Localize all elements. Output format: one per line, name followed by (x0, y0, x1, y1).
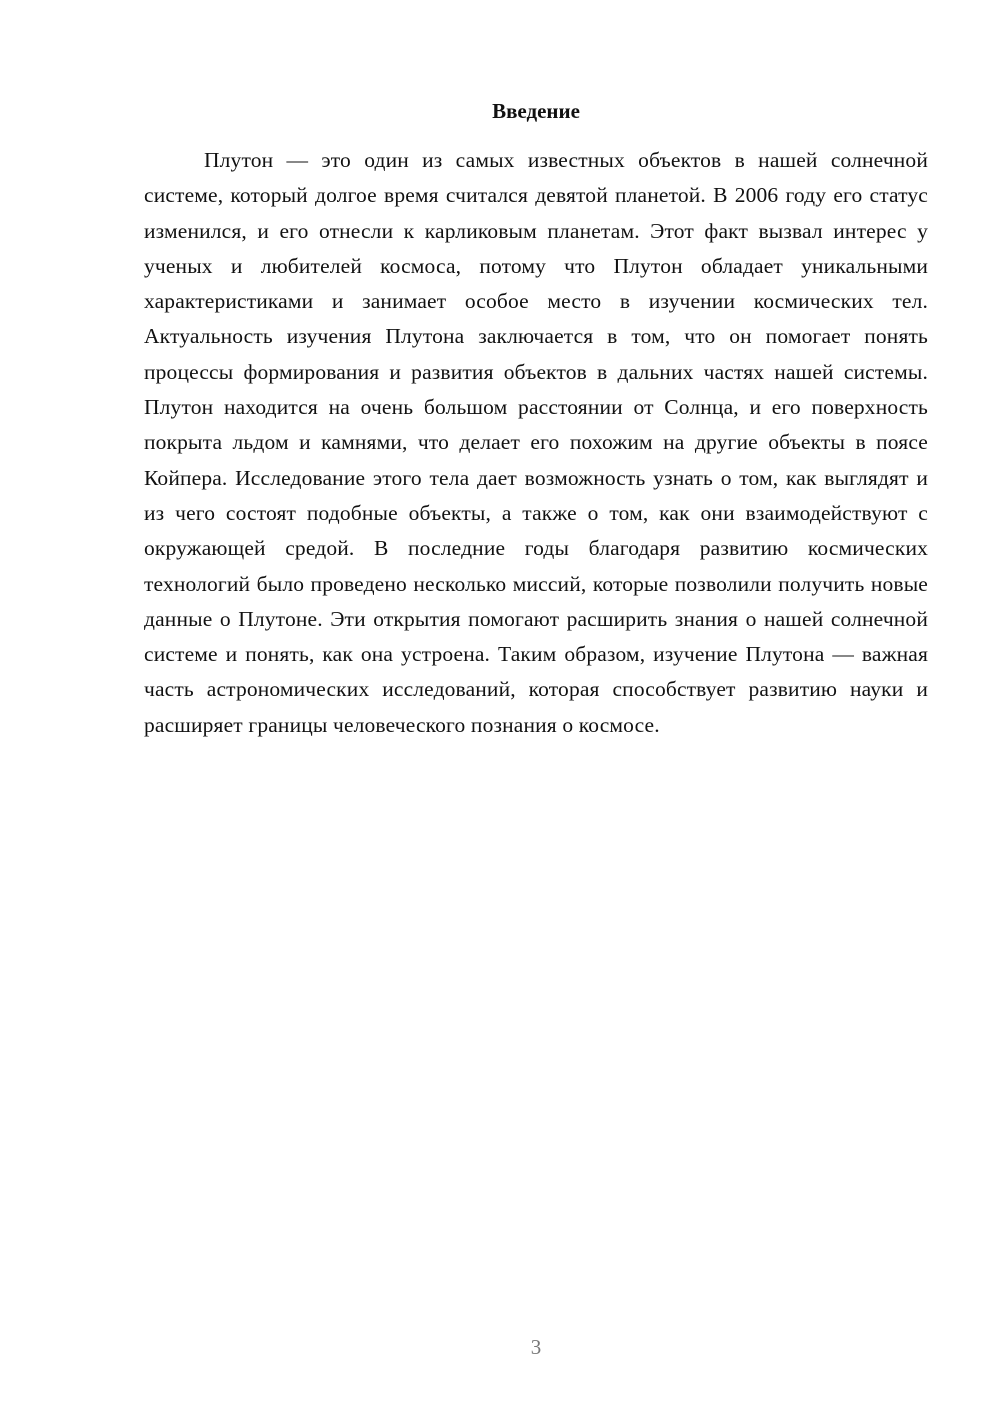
page-number: 3 (530, 1335, 542, 1359)
intro-paragraph: Плутон — это один из самых известных объектов в нашей солнечной системе, который долгое время считался девятой планетой. В 2006 году его статус изменился, и его отнесли к карликовым планетам. Этот факт вызвал интерес у ученых и любителей космоса, потому что Плутон обладает уникальными характеристиками и занимает особое место в изучении космических тел. Актуальность изучения Плутона заключается в том, что он помогает понять процессы формирования и развития объектов в дальних частях нашей системы. Плутон находится на очень большом расстоянии от Солнца, и его поверхность покрыта льдом и камнями, что делает его похожим на другие объекты в поясе Койпера. Исследование этого тела дает возможность узнать о том, как выглядят и из чего состоят подобные объекты, а также о том, как они взаимодействуют с окружающей средой. В последние годы благодаря развитию космических технологий было проведено несколько миссий, которые позволили получить новые данные о Плутоне. Эти открытия помогают расширить знания о нашей солнечной системе и понять, как она устроена. Таким образом, изучение Плутона — важная часть астрономических исследований, которая способствует развитию науки и расширяет границы человеческого познания о космосе. (144, 148, 928, 737)
section-heading: Введение (492, 99, 580, 123)
